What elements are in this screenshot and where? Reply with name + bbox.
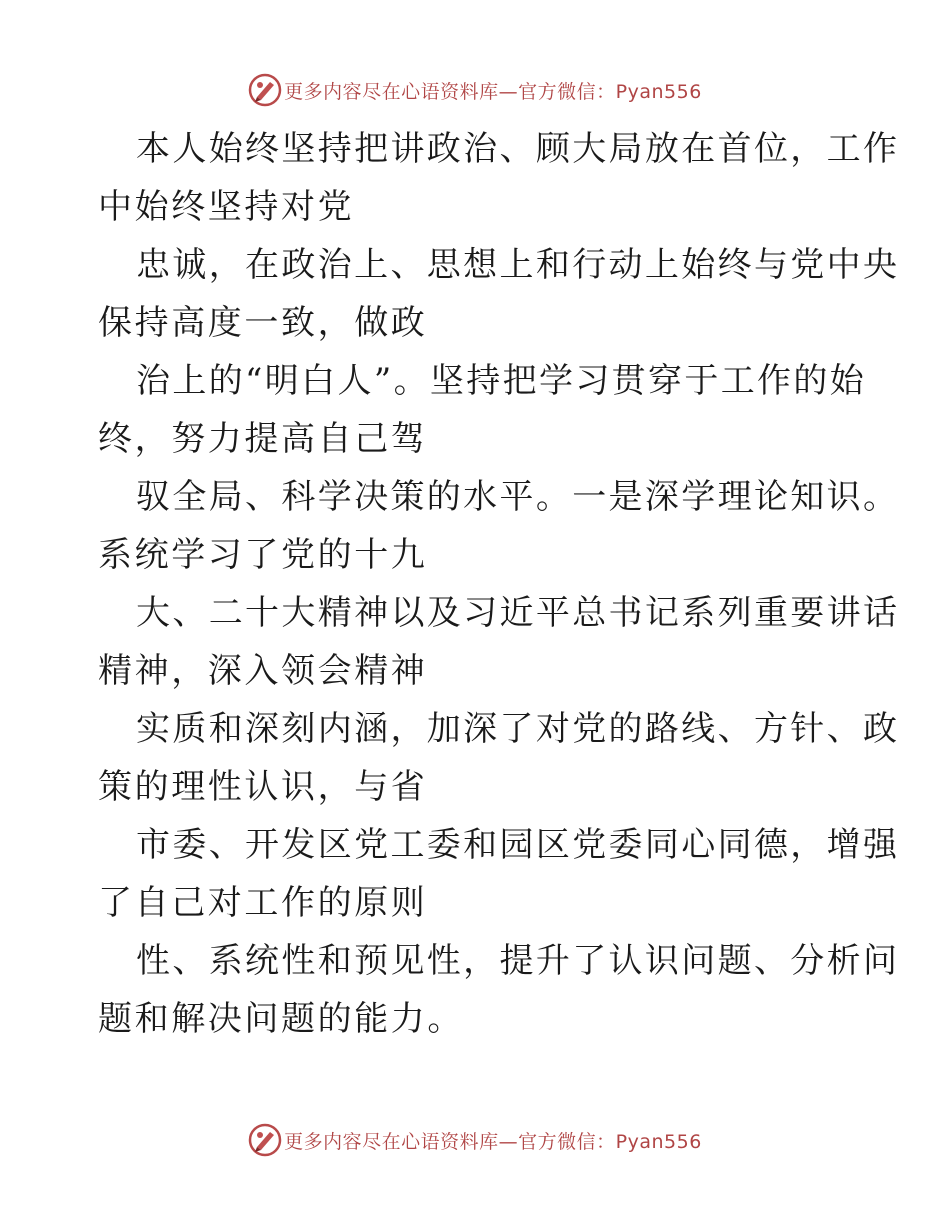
text-line: 性、系统性和预见性，提升了认识问题、分析问: [136, 941, 900, 981]
text-line: 保持高度一致，做政: [98, 303, 428, 343]
text-line: 驭全局、科学决策的水平。一是深学理论知识。: [136, 477, 900, 517]
text-line: 题和解决问题的能力。: [98, 999, 464, 1039]
text-line: 终，努力提高自己驾: [98, 419, 428, 459]
header-watermark: [0, 72, 950, 108]
text-line: 大、二十大精神以及习近平总书记系列重要讲话: [136, 593, 900, 633]
text-line: 策的理性认识，与省: [98, 767, 428, 807]
brand-logo-icon: [248, 73, 282, 107]
footer-watermark: [0, 1122, 950, 1158]
brand-logo-icon: [248, 1123, 282, 1157]
text-line: 本人始终坚持把讲政治、顾大局放在首位，工作: [136, 129, 900, 169]
text-line: 实质和深刻内涵，加深了对党的路线、方针、政: [136, 709, 900, 749]
text-line: 中始终坚持对党: [98, 187, 355, 227]
watermark-text: 更多内容尽在心语资料库—官方微信：Pyan556: [284, 80, 702, 103]
text-line: 系统学习了党的十九: [98, 535, 428, 575]
text-line: 市委、开发区党工委和园区党委同心同德，增强: [136, 825, 900, 865]
document-body: [98, 120, 900, 1048]
paragraph: [98, 120, 900, 1048]
text-line: 忠诚，在政治上、思想上和行动上始终与党中央: [136, 245, 900, 285]
text-line: 精神，深入领会精神: [98, 651, 428, 691]
text-line: 了自己对工作的原则: [98, 883, 428, 923]
text-line: 治上的“明白人”。坚持把学习贯穿于工作的始: [136, 361, 867, 401]
watermark-text: 更多内容尽在心语资料库—官方微信：Pyan556: [284, 1130, 702, 1153]
